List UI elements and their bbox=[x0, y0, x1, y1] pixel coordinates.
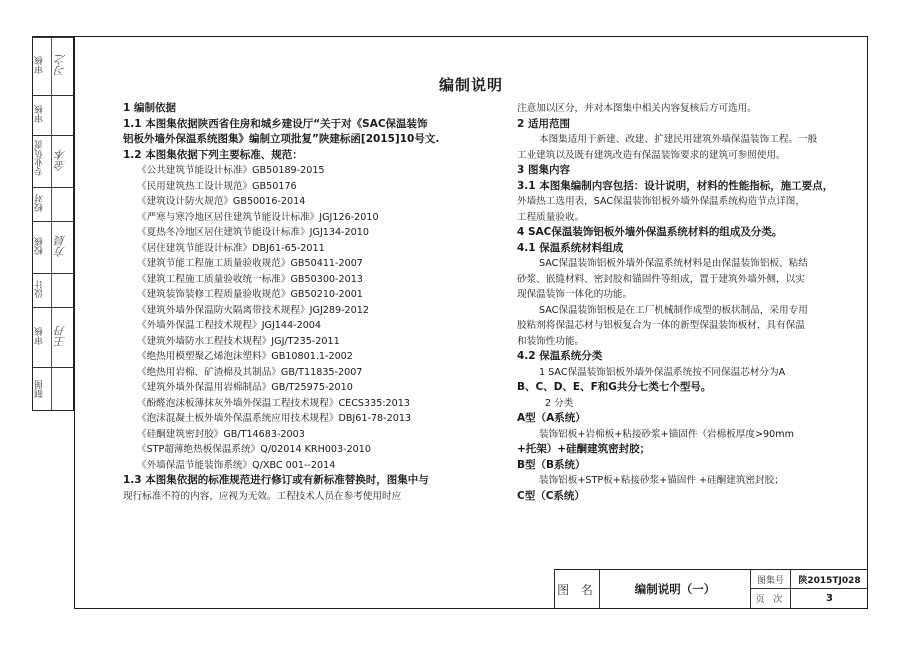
title-block-name-label: 图 名 bbox=[555, 570, 600, 608]
text-line: 《绝热用模塑聚乙烯泡沫塑料》GB10801.1-2002 bbox=[137, 351, 353, 362]
approval-label: 设计 bbox=[35, 280, 45, 298]
approval-label: 审核 bbox=[35, 56, 45, 74]
text-line: 《建筑设计防火规范》GB50016-2014 bbox=[137, 196, 306, 207]
approval-row bbox=[33, 307, 73, 367]
text-line: 《STP超薄绝热板保温系统》Q/02014 KRH003-2010 bbox=[137, 444, 371, 455]
text-line: 现行标准不符的内容，应视为无效。工程技术人员在参考使用时应 bbox=[123, 490, 402, 502]
text-line: 外墙热工选用表，SAC保温装饰铝板外墙外保温系统构造节点详图， bbox=[517, 196, 805, 207]
left-column bbox=[123, 101, 503, 504]
text-line: B型（B系统） bbox=[517, 458, 586, 471]
text-line: 2 适用范围 bbox=[517, 117, 570, 130]
approval-signature: 王丹 bbox=[54, 325, 67, 347]
approval-row bbox=[33, 37, 73, 95]
text-line: 注意加以区分，并对本图集中相关内容复核后方可选用。 bbox=[517, 103, 757, 114]
text-line: 《外墙保温节能装饰系统》Q/XBC 001--2014 bbox=[137, 459, 336, 471]
text-line: 《建筑外墙防水工程技术规程》JGJ/T235-2011 bbox=[137, 335, 340, 347]
approval-strip bbox=[32, 36, 74, 411]
approval-row bbox=[33, 367, 73, 412]
text-line: 《夏热冬冷地区居住建筑节能设计标准》JGJ134-2010 bbox=[137, 227, 369, 238]
title-block-atlas-number: 陕2015TJ028 bbox=[791, 570, 868, 589]
text-line: 1.3 本图集依据的标准规范进行修订或有新标准替换时，图集中与 bbox=[123, 474, 429, 486]
approval-row bbox=[33, 187, 73, 221]
text-line: SAC保温装饰铝板是在工厂机械制作成型的板状制品，采用专用 bbox=[539, 304, 808, 316]
text-line: 4 SAC保温装饰铝板外墙外保温系统材料的组成及分类。 bbox=[517, 226, 783, 238]
text-line: 胶粘剂将保温芯材与铝板复合为一体的新型保温装饰板材，具有保温 bbox=[517, 320, 805, 331]
right-column bbox=[517, 101, 862, 504]
approval-label: 校对 bbox=[35, 194, 45, 212]
approval-label: 审核 bbox=[35, 105, 45, 123]
text-line: 《建筑工程施工质量验收统一标准》GB50300-2013 bbox=[137, 273, 363, 285]
approval-label: 校核 bbox=[35, 237, 45, 255]
text-line: 《建筑外墙外保温用岩棉制品》GB/T25975-2010 bbox=[137, 382, 353, 393]
approval-label: 审核 bbox=[35, 327, 45, 345]
text-line: 本图集适用于新建、改建、扩建民用建筑外墙保温装饰工程。一般 bbox=[539, 134, 818, 145]
text-line: 工程质量验收。 bbox=[517, 211, 585, 223]
approval-label: 制图 bbox=[35, 379, 45, 398]
text-line: SAC保温装饰铝板外墙外保温系统材料是由保温装饰铝板、粘结 bbox=[539, 258, 808, 269]
title-block-atlas-label: 图集号 bbox=[751, 570, 791, 589]
text-line: 4.1 保温系统材料组成 bbox=[517, 241, 624, 254]
text-line: 《建筑节能工程施工质量验收规范》GB50411-2007 bbox=[137, 258, 363, 269]
title-block-drawing-name: 编制说明（一） bbox=[600, 570, 751, 608]
text-line: 《硅酮建筑密封胶》GB/T14683-2003 bbox=[137, 428, 305, 440]
text-line: 1.2 本图集依据下列主要标准、规范： bbox=[123, 148, 303, 161]
text-line: 装饰铝板+STP板+粘接砂浆+锚固件 +硅酮建筑密封胶； bbox=[539, 475, 784, 486]
approval-row bbox=[33, 135, 73, 187]
text-line: B、C、D、E、F和G共分七类七个型号。 bbox=[517, 381, 712, 393]
drawing-frame bbox=[74, 36, 868, 609]
approval-label: 专业负责 bbox=[35, 140, 45, 176]
approval-signature: 习之 bbox=[54, 54, 67, 76]
text-line: 《绝热用岩棉、矿渣棉及其制品》GB/T11835-2007 bbox=[137, 366, 363, 378]
text-line: 砂浆、嵌缝材料、密封胶和锚固件等组成，置于建筑外墙外侧，以实 bbox=[517, 273, 805, 285]
title-block-page-label: 页 次 bbox=[751, 589, 791, 608]
text-line: 《建筑外墙外保温防火隔离带技术规程》JGJ289-2012 bbox=[137, 304, 369, 316]
text-line: +托架）+硅酮建筑密封胶； bbox=[517, 443, 651, 455]
text-line: 《酚醛泡沫板薄抹灰外墙外保温工程技术规程》CECS335:2013 bbox=[137, 397, 410, 409]
text-line: 和装饰性功能。 bbox=[517, 335, 585, 347]
title-block-page-number: 3 bbox=[826, 593, 833, 604]
approval-signature: 方晨 bbox=[54, 235, 67, 257]
text-line: A型（A系统） bbox=[517, 412, 586, 424]
text-line: 《居住建筑节能设计标准》DBJ61-65-2011 bbox=[137, 242, 325, 254]
text-line: C型（C系统） bbox=[517, 489, 585, 502]
text-line: 《严寒与寒冷地区居住建筑节能设计标准》JGJ126-2010 bbox=[137, 211, 379, 223]
approval-row bbox=[33, 95, 73, 135]
text-line: 《公共建筑节能设计标准》GB50189-2015 bbox=[137, 165, 325, 176]
text-line: 1.1 本图集依据陕西省住房和城乡建设厅“关于对《SAC保温装饰 bbox=[123, 117, 428, 130]
text-line: 《外墙外保温工程技术规程》JGJ144-2004 bbox=[137, 320, 322, 331]
text-line: 4.2 保温系统分类 bbox=[517, 350, 603, 362]
text-line: 《建筑装饰装修工程质量验收规范》GB50210-2001 bbox=[137, 289, 363, 300]
text-line: 《民用建筑热工设计规范》GB50176 bbox=[137, 180, 297, 192]
text-line: 装饰铝板+岩棉板+粘接砂浆+锚固件（岩棉板厚度>90mm bbox=[539, 428, 794, 440]
page-title: 编制说明 bbox=[438, 76, 503, 94]
text-line: 2 分类 bbox=[545, 397, 574, 409]
text-line: 3.1 本图集编制内容包括：设计说明，材料的性能指标，施工要点， bbox=[517, 179, 834, 192]
title-block bbox=[554, 569, 867, 608]
text-line: 铝板外墙外保温系统图集》编制立项批复”陕建标函[2015]10号文. bbox=[123, 133, 440, 145]
text-line: 1 编制依据 bbox=[123, 102, 176, 114]
text-line: 1 SAC保温装饰铝板外墙外保温系统按不同保温芯材分为A bbox=[539, 366, 786, 378]
approval-row bbox=[33, 221, 73, 273]
text-line: 现保温装饰一体化的功能。 bbox=[517, 289, 633, 300]
text-line: 3 图集内容 bbox=[517, 164, 570, 176]
approval-row bbox=[33, 273, 73, 307]
text-line: 工业建筑以及既有建筑改造有保温装饰要求的建筑可参照使用。 bbox=[517, 149, 786, 161]
approval-signature: 金本 bbox=[54, 149, 67, 171]
text-line: 《泡沫混凝土板外墙外保温系统应用技术规程》DBJ61-78-2013 bbox=[137, 413, 412, 424]
